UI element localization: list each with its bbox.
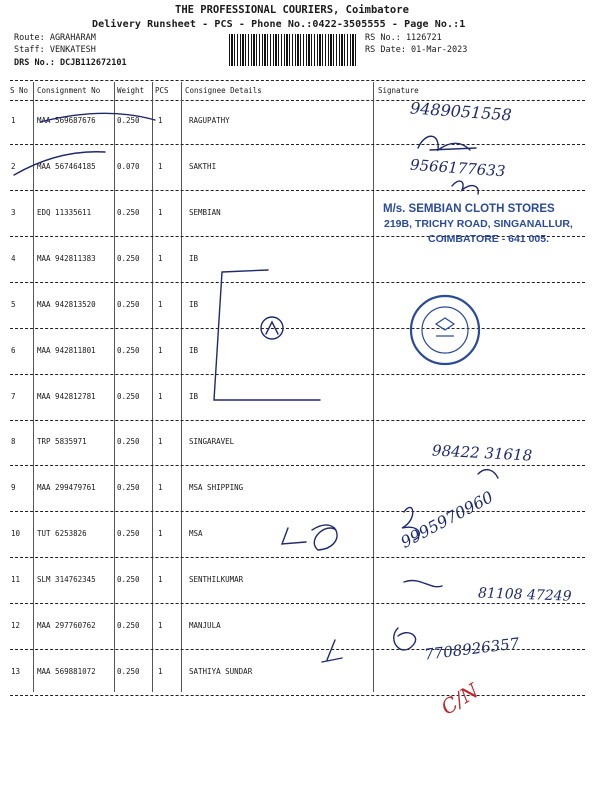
handwritten-note-red: C/N [436,678,483,720]
cell-weight: 0.250 [117,529,140,538]
cell-sno: 13 [11,667,21,676]
cell-pcs: 1 [158,116,163,125]
col-header-consignee: Consignee Details [185,86,262,95]
cell-consignment-no: MAA 942811383 [37,254,96,263]
cell-consignee: SINGARAVEL [189,437,235,446]
cell-consignee: SENTHILKUMAR [189,575,244,584]
cell-weight: 0.250 [117,621,140,630]
cell-pcs: 1 [158,208,163,217]
cell-pcs: 1 [158,254,163,263]
company-title: THE PROFESSIONAL COURIERS, Coimbatore [175,4,409,16]
cell-sno: 2 [11,162,16,171]
runsheet-title: Delivery Runsheet - PCS - Phone No.:0422-3505555 - Page No.:1 [92,19,466,30]
cell-sno: 5 [11,300,16,309]
cell-pcs: 1 [158,529,163,538]
cell-pcs: 1 [158,575,163,584]
cell-weight: 0.250 [117,483,140,492]
cell-consignment-no: MAA 299479761 [37,483,96,492]
col-header-consignment: Consignment No [37,86,101,95]
cell-consignment-no: MAA 569881072 [37,667,96,676]
stamp-line-1: M/s. SEMBIAN CLOTH STORES [383,203,555,215]
cell-pcs: 1 [158,667,163,676]
cell-consignee: IB [189,392,199,401]
cell-consignee: MANJULA [189,621,221,630]
cell-weight: 0.070 [117,162,140,171]
cell-sno: 11 [11,575,21,584]
cell-pcs: 1 [158,483,163,492]
cell-consignee: SAKTHI [189,162,217,171]
cell-consignment-no: SLM 314762345 [37,575,96,584]
handwritten-phone: 9995970960 [397,487,497,552]
cell-weight: 0.250 [117,116,140,125]
cell-consignee: MSA SHIPPING [189,483,244,492]
cell-sno: 9 [11,483,16,492]
cell-sno: 8 [11,437,16,446]
handwritten-phone: 81108 47249 [477,585,572,605]
cell-sno: 6 [11,346,16,355]
col-header-weight: Weight [117,86,145,95]
cell-consignee: SEMBIAN [189,208,221,217]
cell-weight: 0.250 [117,392,140,401]
handwritten-phone: 98422 31618 [431,441,533,465]
cell-consignee: MSA [189,529,203,538]
cell-pcs: 1 [158,346,163,355]
cell-sno: 1 [11,116,16,125]
cell-consignee: IB [189,300,199,309]
stamp-line-3: COIMBATORE - 641 005. [428,233,549,245]
cell-weight: 0.250 [117,300,140,309]
cell-consignee: IB [189,254,199,263]
cell-consignment-no: MAA 297760762 [37,621,96,630]
cell-consignee: IB [189,346,199,355]
handwritten-phone: 9566177633 [409,155,506,181]
cell-pcs: 1 [158,300,163,309]
cell-consignee: SATHIYA SUNDAR [189,667,253,676]
cell-pcs: 1 [158,621,163,630]
cell-pcs: 1 [158,392,163,401]
drs-number: DRS No.: DCJB112672101 [14,58,127,68]
cell-sno: 4 [11,254,16,263]
cell-consignment-no: EDQ 11335611 [37,208,92,217]
cell-consignment-no: MAA 569687676 [37,116,96,125]
rs-number: RS No.: 1126721 [365,33,442,43]
cell-sno: 3 [11,208,16,217]
cell-weight: 0.250 [117,208,140,217]
col-header-signature: Signature [378,86,419,95]
cell-consignment-no: MAA 942812781 [37,392,96,401]
staff-label: Staff: VENKATESH [14,45,96,55]
cell-consignee: RAGUPATHY [189,116,230,125]
cell-sno: 7 [11,392,16,401]
cell-weight: 0.250 [117,254,140,263]
cell-weight: 0.250 [117,437,140,446]
cell-weight: 0.250 [117,575,140,584]
col-header-sno: S No [10,86,29,95]
cell-consignment-no: TRP 5835971 [37,437,87,446]
cell-pcs: 1 [158,162,163,171]
cell-weight: 0.250 [117,667,140,676]
cell-weight: 0.250 [117,346,140,355]
cell-sno: 12 [11,621,21,630]
cell-sno: 10 [11,529,21,538]
stamp-line-2: 219B, TRICHY ROAD, SINGANALLUR, [384,218,573,230]
route-label: Route: AGRAHARAM [14,33,96,43]
cell-consignment-no: MAA 942813520 [37,300,96,309]
cell-pcs: 1 [158,437,163,446]
handwritten-phone: 7708926357 [423,634,521,664]
col-header-pcs: PCS [155,86,169,95]
cell-consignment-no: MAA 567464185 [37,162,96,171]
cell-consignment-no: TUT 6253826 [37,529,87,538]
cell-consignment-no: MAA 942811801 [37,346,96,355]
rs-date: RS Date: 01-Mar-2023 [365,45,468,55]
handwritten-phone: 9489051558 [409,98,513,125]
